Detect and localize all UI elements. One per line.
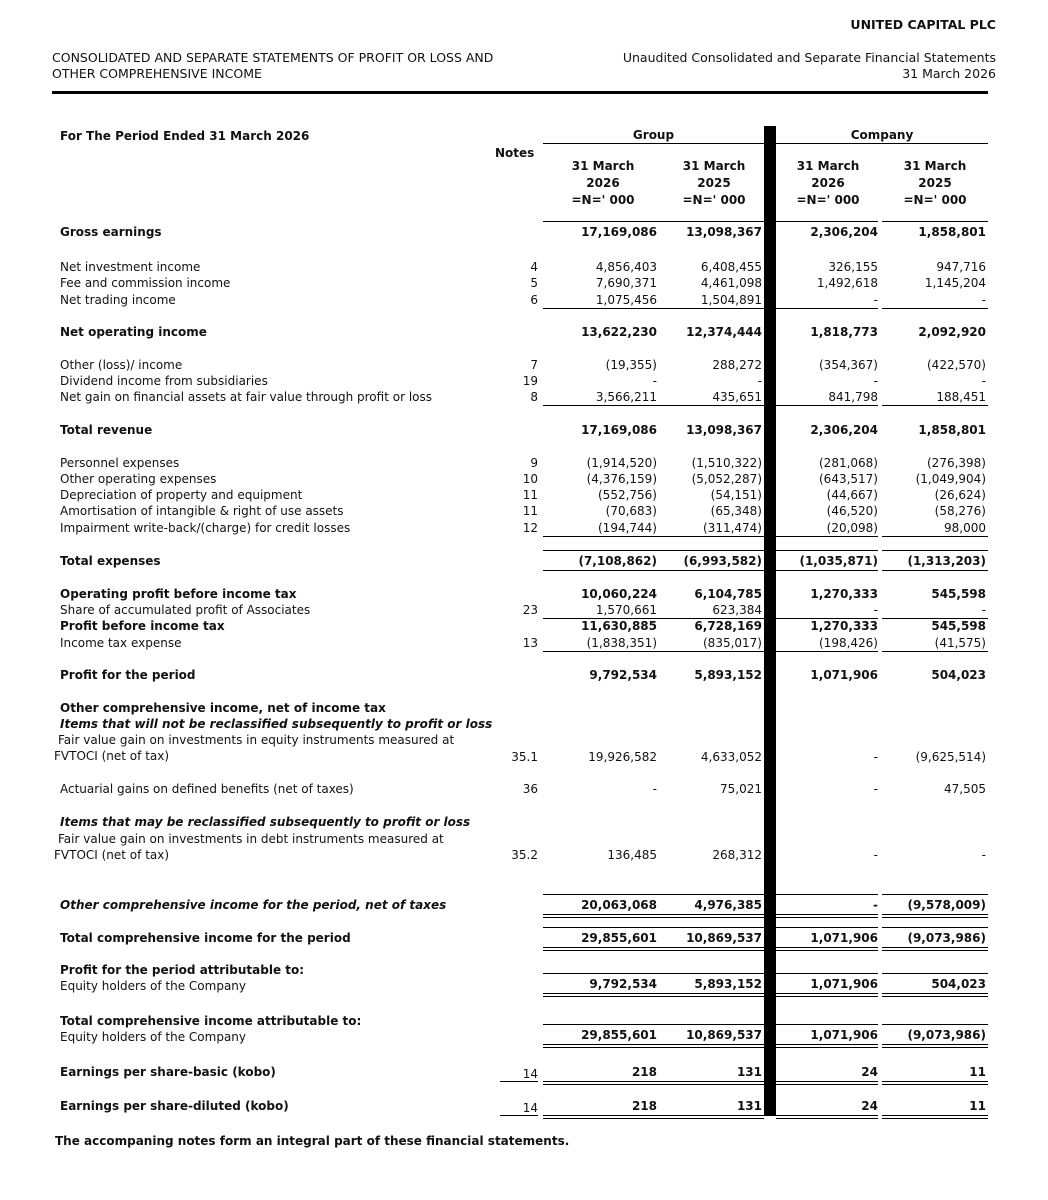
total-double-rule: [776, 1047, 878, 1048]
row-value: 9,792,534: [589, 668, 657, 682]
row-value: 13,098,367: [686, 423, 762, 437]
total-top-rule: [651, 1024, 764, 1025]
subtotal-rule: [543, 651, 657, 652]
row-value: 268,312: [712, 848, 762, 862]
row-value: 218: [631, 1099, 657, 1113]
row-value: 11,630,885: [581, 619, 657, 633]
total-double-rule: [543, 1081, 657, 1082]
row-value: (354,367): [819, 358, 878, 372]
total-top-rule: [882, 550, 988, 551]
group-header-rule: [543, 143, 764, 144]
row-value: 545,598: [931, 619, 986, 633]
row-value: 1,570,661: [595, 603, 657, 617]
total-top-rule: [882, 221, 988, 222]
row-label: Earnings per share-diluted (kobo): [60, 1099, 289, 1113]
row-value: (422,570): [927, 358, 986, 372]
row-value: (65,348): [710, 504, 762, 518]
total-top-rule: [651, 894, 764, 895]
total-double-rule: [651, 950, 764, 951]
total-double-rule: [776, 917, 878, 918]
row-label: Other comprehensive income, net of income tax: [60, 701, 386, 715]
company-header: Company: [850, 128, 914, 142]
row-label: Income tax expense: [60, 636, 182, 650]
row-value: (5,052,287): [691, 472, 762, 486]
row-value: (311,474): [703, 521, 762, 535]
total-bottom-rule: [651, 570, 764, 571]
column-header-unit: =N=' 000: [796, 193, 860, 207]
row-value: 17,169,086: [581, 225, 657, 239]
total-double-rule: [882, 914, 988, 915]
row-value: (9,073,986): [907, 931, 986, 945]
total-double-rule: [543, 1118, 657, 1119]
row-value: (1,049,904): [915, 472, 986, 486]
total-double-rule: [543, 1047, 657, 1048]
row-value: (1,838,351): [586, 636, 657, 650]
row-value: 1,492,618: [816, 276, 878, 290]
total-top-rule: [882, 973, 988, 974]
total-double-rule: [882, 1084, 988, 1085]
row-value: 131: [736, 1065, 762, 1079]
row-value: -: [873, 750, 878, 764]
total-double-rule: [882, 993, 988, 994]
total-double-rule: [651, 947, 764, 948]
row-value: (6,993,582): [683, 554, 762, 568]
total-double-rule: [543, 1115, 657, 1116]
row-label: Amortisation of intangible & right of use assets: [60, 504, 344, 518]
row-value: 6,104,785: [694, 587, 762, 601]
total-double-rule: [776, 993, 878, 994]
row-value: (19,355): [605, 358, 657, 372]
total-top-rule: [651, 927, 764, 928]
row-value: -: [981, 603, 986, 617]
row-label-continued: Equity holders of the Company: [60, 979, 247, 993]
total-double-rule: [776, 1115, 878, 1116]
row-label-continued: FVTOCI (net of tax): [54, 848, 170, 862]
statement-subtitle-line2: 31 March 2026: [902, 66, 996, 81]
total-double-rule: [651, 914, 764, 915]
column-header-company-2025: [880, 158, 990, 209]
row-note: 19: [522, 374, 538, 388]
row-value: 13,622,230: [581, 325, 657, 339]
row-value: 288,272: [712, 358, 762, 372]
group-header: Group: [632, 128, 675, 142]
total-double-rule: [651, 1081, 764, 1082]
row-value: 29,855,601: [581, 1028, 657, 1042]
row-value: 1,145,204: [924, 276, 986, 290]
company-name: UNITED CAPITAL PLC: [850, 17, 996, 32]
total-double-rule: [776, 1118, 878, 1119]
column-header-company-2026: [773, 158, 883, 209]
row-value: 2,306,204: [810, 423, 878, 437]
total-top-rule: [543, 973, 657, 974]
row-label: Profit for the period attributable to:: [60, 963, 305, 977]
statement-subtitle-line1: Unaudited Consolidated and Separate Financial Statements: [622, 50, 996, 65]
row-value: 6,408,455: [700, 260, 762, 274]
total-double-rule: [882, 1081, 988, 1082]
row-value: 29,855,601: [581, 931, 657, 945]
total-top-rule: [776, 550, 878, 551]
row-note: 36: [522, 782, 538, 796]
total-top-rule: [776, 1024, 878, 1025]
row-value: 4,633,052: [700, 750, 762, 764]
subtotal-rule: [543, 308, 657, 309]
row-note: 13: [522, 636, 538, 650]
row-label: Earnings per share-basic (kobo): [60, 1065, 276, 1079]
row-value: (835,017): [703, 636, 762, 650]
row-label: Fee and commission income: [60, 276, 231, 290]
row-value: 504,023: [931, 668, 986, 682]
row-value: 12,374,444: [686, 325, 762, 339]
total-double-rule: [651, 993, 764, 994]
total-double-rule: [776, 914, 878, 915]
total-bottom-rule: [776, 570, 878, 571]
total-double-rule: [776, 996, 878, 997]
row-value: 623,384: [712, 603, 762, 617]
row-value: 1,858,801: [918, 423, 986, 437]
row-label-continued: FVTOCI (net of tax): [54, 749, 170, 763]
total-top-rule: [543, 894, 657, 895]
total-double-rule: [776, 1084, 878, 1085]
row-label: Depreciation of property and equipment: [60, 488, 303, 502]
row-note: 23: [522, 603, 538, 617]
row-label: Items that will not be reclassified subsequently to profit or loss: [60, 717, 493, 731]
row-value: (1,035,871): [799, 554, 878, 568]
total-top-rule: [882, 1024, 988, 1025]
row-label: Impairment write-back/(charge) for credit losses: [60, 521, 351, 535]
row-note: 14: [522, 1101, 538, 1115]
row-value: (276,398): [927, 456, 986, 470]
column-header-group-2025: [659, 158, 769, 209]
row-value: (1,313,203): [907, 554, 986, 568]
row-value: -: [981, 374, 986, 388]
row-value: 11: [969, 1065, 986, 1079]
row-note: 5: [530, 276, 538, 290]
row-value: (9,625,514): [915, 750, 986, 764]
row-value: 545,598: [931, 587, 986, 601]
row-label: Gross earnings: [60, 225, 162, 239]
total-double-rule: [543, 1044, 657, 1045]
row-value: 1,071,906: [810, 668, 878, 682]
row-value: (643,517): [819, 472, 878, 486]
row-note: 4: [530, 260, 538, 274]
row-value: 136,485: [607, 848, 657, 862]
note-rule: [500, 1115, 538, 1116]
row-label: Other operating expenses: [60, 472, 217, 486]
statement-title: [52, 50, 493, 82]
row-note: 35.1: [511, 750, 538, 764]
total-double-rule: [882, 1115, 988, 1116]
row-value: 188,451: [936, 390, 986, 404]
subtotal-rule: [651, 405, 764, 406]
total-double-rule: [651, 917, 764, 918]
row-value: 75,021: [720, 782, 762, 796]
row-label: Fair value gain on investments in equity instruments measured at: [58, 733, 455, 747]
row-label: Profit for the period: [60, 668, 196, 682]
total-double-rule: [651, 1044, 764, 1045]
row-value: 4,461,098: [700, 276, 762, 290]
row-value: 218: [631, 1065, 657, 1079]
row-value: 7,690,371: [595, 276, 657, 290]
subtotal-rule: [776, 405, 878, 406]
row-value: 19,926,582: [588, 750, 657, 764]
total-double-rule: [543, 947, 657, 948]
row-label: Personnel expenses: [60, 456, 180, 470]
notes-column-header: Notes: [495, 146, 535, 160]
column-header-date: 31 March: [796, 159, 860, 173]
subtotal-rule: [882, 536, 988, 537]
total-double-rule: [882, 1047, 988, 1048]
row-value: 4,856,403: [595, 260, 657, 274]
row-label: Items that may be reclassified subsequently to profit or loss: [60, 815, 471, 829]
subtotal-rule: [882, 405, 988, 406]
row-value: (198,426): [819, 636, 878, 650]
total-top-rule: [651, 973, 764, 974]
period-label: For The Period Ended 31 March 2026: [60, 129, 310, 143]
row-value: (281,068): [819, 456, 878, 470]
total-double-rule: [882, 950, 988, 951]
row-value: 98,000: [944, 521, 986, 535]
total-double-rule: [882, 996, 988, 997]
row-note: 11: [522, 488, 538, 502]
row-label: Profit before income tax: [60, 619, 225, 633]
row-value: 2,092,920: [918, 325, 986, 339]
column-header-year: 2026: [586, 176, 620, 190]
row-label: Total comprehensive income for the period: [60, 931, 351, 945]
row-label: Total revenue: [60, 423, 153, 437]
row-value: (4,376,159): [586, 472, 657, 486]
row-value: (1,510,322): [691, 456, 762, 470]
row-value: 1,071,906: [810, 931, 878, 945]
row-value: 10,869,537: [686, 931, 762, 945]
row-label: Dividend income from subsidiaries: [60, 374, 268, 388]
row-value: -: [873, 374, 878, 388]
total-double-rule: [882, 1118, 988, 1119]
row-label: Operating profit before income tax: [60, 587, 297, 601]
column-header-year: 2026: [811, 176, 845, 190]
row-value: 24: [861, 1099, 878, 1113]
row-label: Net investment income: [60, 260, 201, 274]
subtotal-rule: [776, 651, 878, 652]
row-value: -: [873, 782, 878, 796]
row-value: -: [873, 848, 878, 862]
column-header-date: 31 March: [682, 159, 746, 173]
row-value: 4,976,385: [694, 898, 762, 912]
row-value: (1,914,520): [586, 456, 657, 470]
row-value: 5,893,152: [694, 668, 762, 682]
total-double-rule: [543, 917, 657, 918]
subtotal-rule: [882, 308, 988, 309]
row-value: 17,169,086: [581, 423, 657, 437]
row-value: (46,520): [826, 504, 878, 518]
total-double-rule: [882, 947, 988, 948]
row-value: 947,716: [936, 260, 986, 274]
column-header-unit: =N=' 000: [682, 193, 746, 207]
column-header-year: 2025: [918, 176, 952, 190]
column-header-group-2026: [548, 158, 658, 209]
row-value: 1,071,906: [810, 977, 878, 991]
total-top-rule: [651, 550, 764, 551]
row-value: 131: [736, 1099, 762, 1113]
statement-subtitle: [623, 50, 996, 82]
total-top-rule: [776, 927, 878, 928]
footnote: The accompaning notes form an integral part of these financial statements.: [55, 1134, 570, 1148]
total-double-rule: [651, 996, 764, 997]
row-value: 841,798: [828, 390, 878, 404]
subtotal-rule: [651, 536, 764, 537]
row-value: -: [873, 293, 878, 307]
total-double-rule: [543, 950, 657, 951]
row-value: (26,624): [934, 488, 986, 502]
row-value: -: [981, 293, 986, 307]
total-double-rule: [776, 1044, 878, 1045]
row-value: (9,578,009): [907, 898, 986, 912]
company-header-rule: [776, 143, 988, 144]
row-label: Net trading income: [60, 293, 176, 307]
row-value: (194,744): [598, 521, 657, 535]
row-value: 11: [969, 1099, 986, 1113]
total-bottom-rule: [543, 570, 657, 571]
total-double-rule: [776, 1081, 878, 1082]
row-value: (54,151): [710, 488, 762, 502]
total-top-rule: [543, 221, 657, 222]
total-top-rule: [543, 927, 657, 928]
row-note: 11: [522, 504, 538, 518]
row-value: 10,869,537: [686, 1028, 762, 1042]
row-label: Net operating income: [60, 325, 207, 339]
row-label: Share of accumulated profit of Associates: [60, 603, 311, 617]
row-value: 24: [861, 1065, 878, 1079]
row-value: -: [652, 374, 657, 388]
row-value: (9,073,986): [907, 1028, 986, 1042]
total-double-rule: [651, 1084, 764, 1085]
total-double-rule: [776, 947, 878, 948]
row-value: 9,792,534: [589, 977, 657, 991]
row-value: 1,504,891: [700, 293, 762, 307]
row-value: -: [757, 374, 762, 388]
row-value: 504,023: [931, 977, 986, 991]
subtotal-rule: [776, 536, 878, 537]
total-double-rule: [882, 917, 988, 918]
total-top-rule: [776, 221, 878, 222]
row-value: 13,098,367: [686, 225, 762, 239]
row-note: 12: [522, 521, 538, 535]
subtotal-rule: [651, 308, 764, 309]
total-double-rule: [776, 950, 878, 951]
row-value: 10,060,224: [581, 587, 657, 601]
note-rule: [500, 1081, 538, 1082]
row-value: -: [652, 782, 657, 796]
column-header-date: 31 March: [571, 159, 635, 173]
subtotal-rule: [543, 536, 657, 537]
row-label: Actuarial gains on defined benefits (net of taxes): [60, 782, 354, 796]
row-value: (20,098): [826, 521, 878, 535]
statement-title-line1: CONSOLIDATED AND SEPARATE STATEMENTS OF PROFIT OR LOSS AND: [52, 50, 494, 65]
row-note: 7: [530, 358, 538, 372]
column-header-year: 2025: [697, 176, 731, 190]
row-note: 6: [530, 293, 538, 307]
row-note: 35.2: [511, 848, 538, 862]
row-note: 8: [530, 390, 538, 404]
column-header-unit: =N=' 000: [903, 193, 967, 207]
statement-title-line2: OTHER COMPREHENSIVE INCOME: [52, 66, 262, 81]
row-note: 14: [522, 1067, 538, 1081]
row-value: 1,270,333: [810, 619, 878, 633]
column-header-unit: =N=' 000: [571, 193, 635, 207]
total-top-rule: [543, 550, 657, 551]
row-value: 1,818,773: [810, 325, 878, 339]
row-label: Other comprehensive income for the period, net of taxes: [60, 898, 447, 912]
column-header-date: 31 March: [903, 159, 967, 173]
row-value: 47,505: [944, 782, 986, 796]
row-value: 20,063,068: [581, 898, 657, 912]
total-top-rule: [776, 894, 878, 895]
total-double-rule: [543, 1084, 657, 1085]
subtotal-rule: [651, 651, 764, 652]
row-value: 3,566,211: [595, 390, 657, 404]
row-note: 9: [530, 456, 538, 470]
total-double-rule: [543, 993, 657, 994]
row-value: 5,893,152: [694, 977, 762, 991]
row-label: Total comprehensive income attributable to:: [60, 1014, 362, 1028]
row-value: -: [873, 603, 878, 617]
total-double-rule: [651, 1047, 764, 1048]
subtotal-rule: [776, 308, 878, 309]
row-value: (41,575): [934, 636, 986, 650]
total-double-rule: [651, 1118, 764, 1119]
row-value: (552,756): [598, 488, 657, 502]
row-label: Other (loss)/ income: [60, 358, 183, 372]
total-double-rule: [543, 914, 657, 915]
row-value: 2,306,204: [810, 225, 878, 239]
total-top-rule: [543, 1024, 657, 1025]
row-value: 326,155: [828, 260, 878, 274]
row-value: (44,667): [826, 488, 878, 502]
total-top-rule: [651, 221, 764, 222]
row-value: (7,108,862): [578, 554, 657, 568]
row-value: -: [981, 848, 986, 862]
row-value: 1,071,906: [810, 1028, 878, 1042]
row-label: Fair value gain on investments in debt instruments measured at: [58, 832, 444, 846]
total-top-rule: [882, 927, 988, 928]
row-value: 435,651: [712, 390, 762, 404]
header-divider: [52, 91, 988, 94]
total-top-rule: [882, 894, 988, 895]
total-top-rule: [776, 973, 878, 974]
row-value: 1,075,456: [595, 293, 657, 307]
row-label: Net gain on financial assets at fair value through profit or loss: [60, 390, 432, 404]
row-value: (70,683): [605, 504, 657, 518]
row-value: 1,270,333: [810, 587, 878, 601]
row-label: Total expenses: [60, 554, 161, 568]
subtotal-rule: [543, 405, 657, 406]
total-double-rule: [882, 1044, 988, 1045]
group-company-divider: [764, 126, 776, 1116]
row-label-continued: Equity holders of the Company: [60, 1030, 247, 1044]
total-bottom-rule: [882, 570, 988, 571]
row-note: 10: [522, 472, 538, 486]
row-value: (58,276): [934, 504, 986, 518]
subtotal-rule: [882, 651, 988, 652]
row-value: 1,858,801: [918, 225, 986, 239]
row-value: -: [873, 898, 878, 912]
row-value: 6,728,169: [694, 619, 762, 633]
total-double-rule: [543, 996, 657, 997]
total-double-rule: [651, 1115, 764, 1116]
